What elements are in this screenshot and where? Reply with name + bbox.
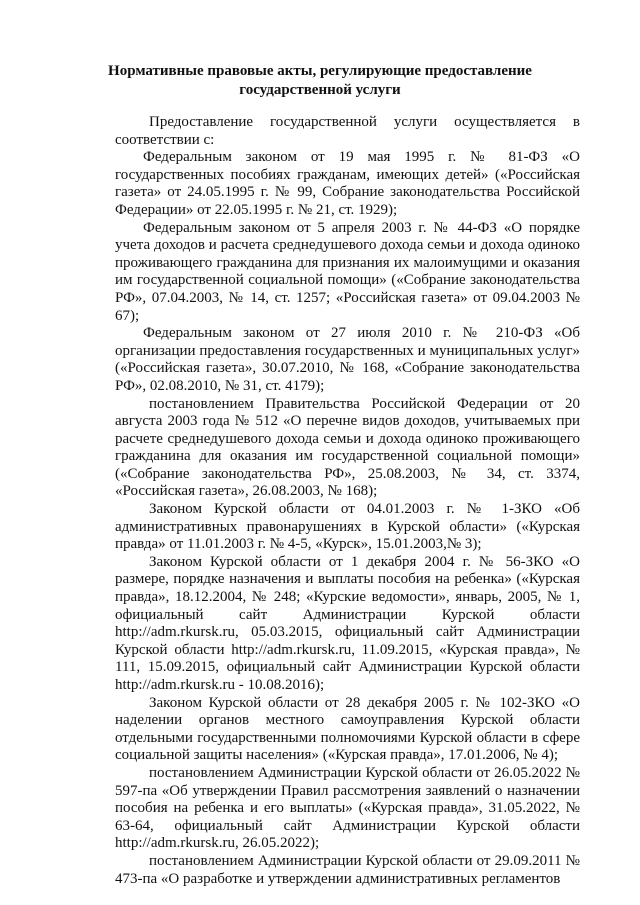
law-paragraph-56zko: Законом Курской области от 1 декабря 2004 г. № 56-ЗКО «О размере, порядке назначения и выплаты пособия на ребенка» («Курская правда», 18.12.2004, № 248; «Курские ведомости», январь, 2005, № 1, официальный сайт Администрации Курской области http://adm.rkursk.ru, 05.03.2015, официальный сайт Администрации Курской области http://adm.rkursk.ru, 11.09.2015, «Курская правда», № 111, 15.09.2015, официальный сайт Администрации Курской области http://adm.rkursk.ru - 10.08.2016); — [115, 553, 580, 693]
law-paragraph-210fz: Федеральным законом от 27 июля 2010 г. № 210-ФЗ «Об организации предоставления государственных и муниципальных услуг» («Российская газета», 30.07.2010, № 168, «Собрание законодательства РФ», 02.08.2010, № 31, ст. 4179); — [115, 325, 580, 394]
law-paragraph-81fz: Федеральным законом от 19 мая 1995 г. № 81-ФЗ «О государственных пособиях гражданам, имеющих детей» («Российская газета» от 24.05.1995 г. № 99, Собрание законодательства Российской Федерации» от 22.05.1995 г. № 21, ст. 1929); — [115, 149, 580, 218]
resolution-paragraph-512: постановлением Правительства Российской Федерации от 20 августа 2003 года № 512 «О перечне видов доходов, учитываемых при расчете среднедушевого дохода семьи и дохода одиноко проживающего гражданина для оказания им государственной социальной помощи» («Собрание законодательства РФ», 25.08.2003, № 34, ст. 3374, «Российская газета», 26.08.2003, № 168); — [115, 395, 580, 500]
intro-paragraph: Предоставление государственной услуги осуществляется в соответствии с: — [115, 114, 580, 148]
resolution-paragraph-473pa: постановлением Администрации Курской области от 29.09.2011 № 473-па «О разработке и утверждении административных регламентов — [115, 852, 580, 887]
law-paragraph-44fz: Федеральным законом от 5 апреля 2003 г. № 44-ФЗ «О порядке учета доходов и расчета среднедушевого дохода семьи и дохода одиноко проживающего гражданина для признания их малоимущими и оказания им государственной социальной помощи» («Собрание законодательства РФ», 07.04.2003, № 14, ст. 1257; «Российская газета» от 09.04.2003 № 67); — [115, 219, 580, 324]
law-paragraph-102zko: Законом Курской области от 28 декабря 2005 г. № 102-ЗКО «О наделении органов местного самоуправления Курской области отдельными государственными полномочиями Курской области в сфере социальной защиты населения» («Курская правда», 17.01.2006, № 4); — [115, 694, 580, 764]
document-title — [100, 62, 540, 100]
law-paragraph-1zko: Законом Курской области от 04.01.2003 г. № 1-ЗКО «Об административных правонарушениях в Курской области» («Курская правда» от 11.01.2003 г. № 4-5, «Курск», 15.01.2003,№ 3); — [115, 501, 580, 553]
resolution-paragraph-597pa: постановлением Администрации Курской области от 26.05.2022 № 597-па «Об утверждении Правил рассмотрения заявлений о назначении пособия на ребенка и его выплаты» («Курская правда», 31.05.2022, № 63-64, официальный сайт Администрации Курской области http://adm.rkursk.ru, 26.05.2022); — [115, 764, 580, 852]
document-body — [115, 114, 580, 888]
document-title-line-1: Нормативные правовые акты, регулирующие предоставление — [108, 63, 532, 79]
document-title-line-2: государственной услуги — [239, 82, 401, 98]
